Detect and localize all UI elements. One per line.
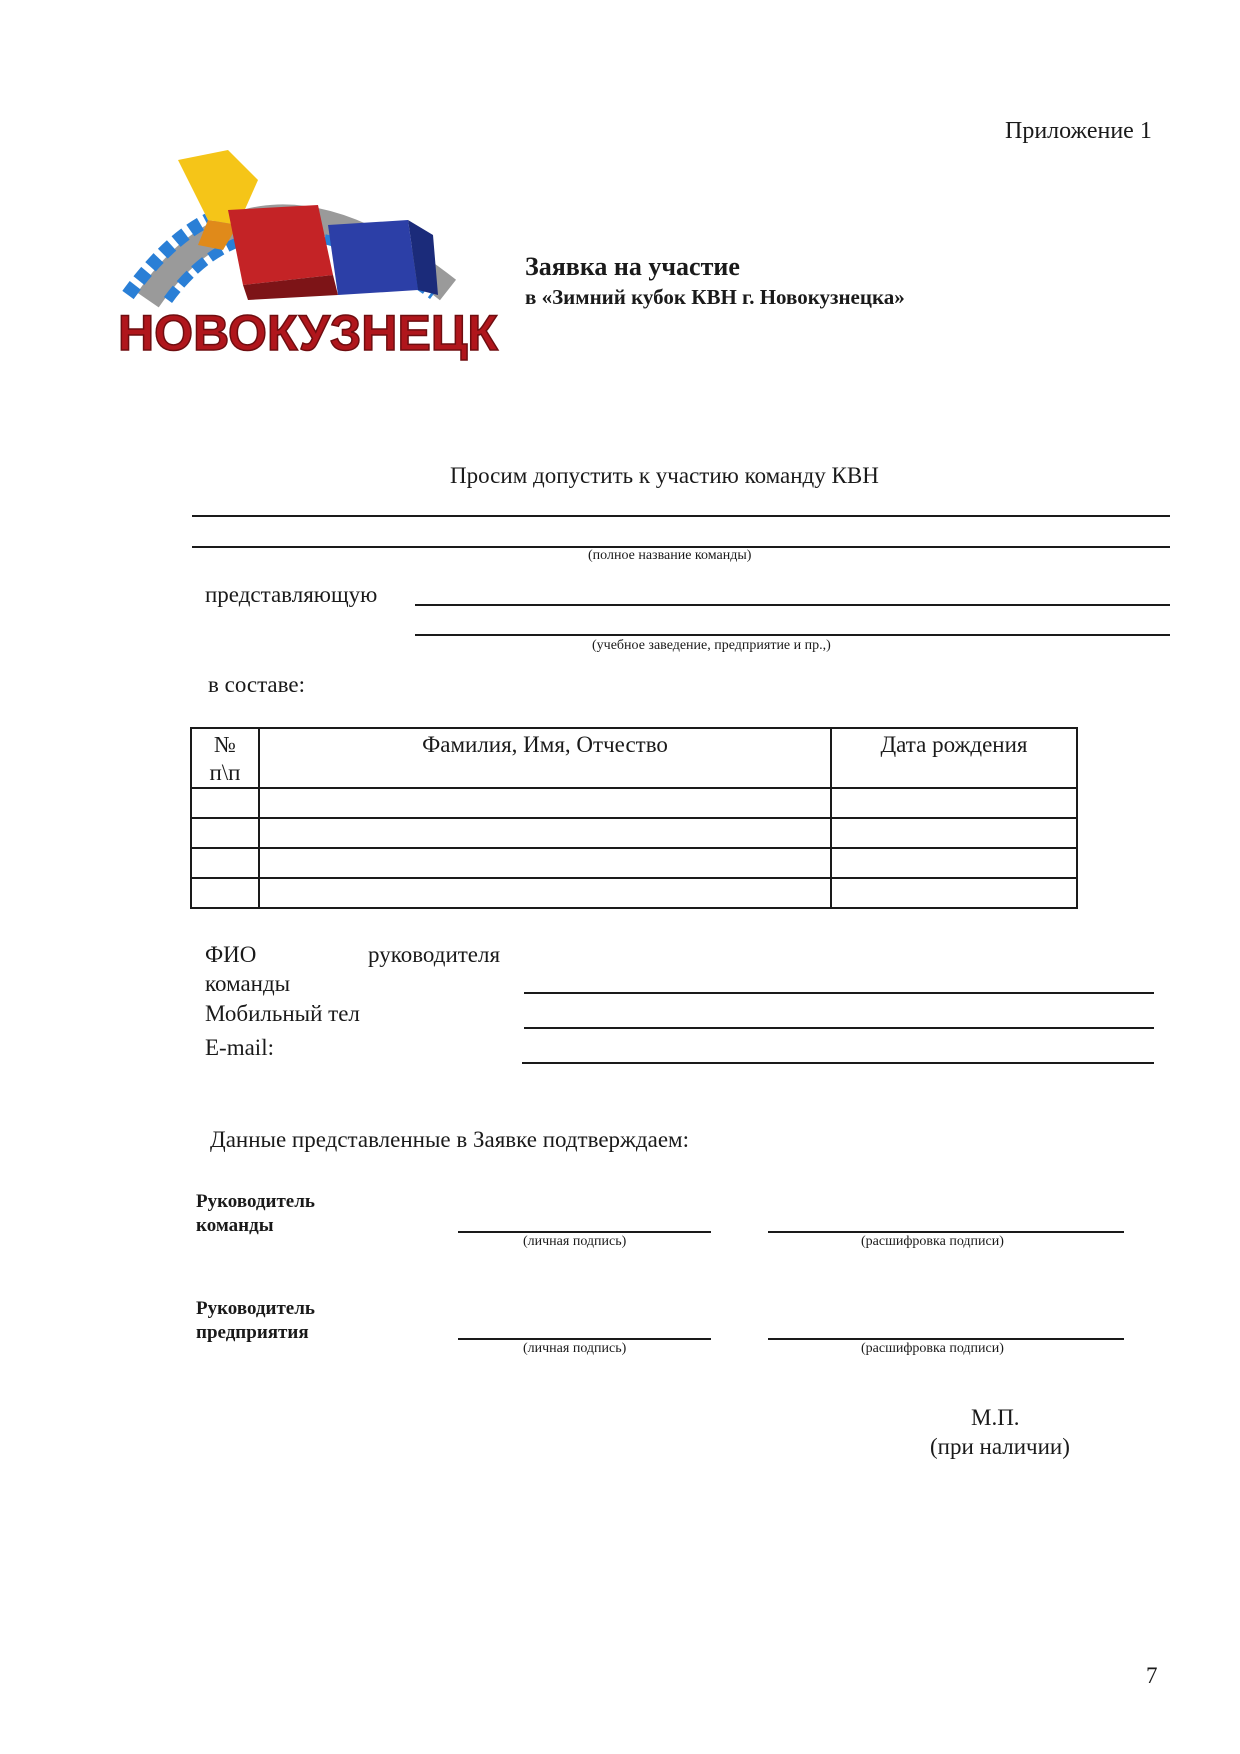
enterprise-leader-decode-line[interactable]: [768, 1338, 1124, 1340]
role-line: Руководитель: [196, 1191, 315, 1212]
role-line: предприятия: [196, 1322, 309, 1343]
table-cell[interactable]: [831, 848, 1077, 878]
composition-label: в составе:: [208, 672, 305, 697]
table-cell[interactable]: [831, 878, 1077, 908]
table-row: [191, 818, 1077, 848]
leader-fio-label-2: руководителя: [368, 942, 501, 967]
team-name-hint: (полное название команды): [588, 548, 752, 563]
confirmation-text: Данные представленные в Заявке подтверждаем:: [210, 1127, 689, 1152]
signature-hint: (личная подпись): [523, 1234, 627, 1249]
table-cell[interactable]: [191, 848, 259, 878]
leader-fio-label: ФИО: [205, 942, 257, 967]
table-cell[interactable]: [259, 818, 831, 848]
team-leader-signature-line[interactable]: [458, 1231, 711, 1233]
table-cell[interactable]: [191, 788, 259, 818]
enterprise-leader-signature-line[interactable]: [458, 1338, 711, 1340]
mobile-phone-label: Мобильный тел: [205, 1001, 360, 1026]
signature-hint: (личная подпись): [523, 1341, 627, 1356]
form-title: Заявка на участие: [525, 252, 740, 281]
stamp-label: М.П.: [971, 1405, 1020, 1430]
column-full-name: Фамилия, Имя, Отчество: [259, 728, 831, 788]
request-text: Просим допустить к участию команду КВН: [450, 463, 879, 488]
organization-line-1[interactable]: [415, 604, 1170, 606]
table-cell[interactable]: [259, 848, 831, 878]
form-subtitle: в «Зимний кубок КВН г. Новокузнецка»: [525, 285, 905, 309]
table-cell[interactable]: [191, 878, 259, 908]
mobile-phone-line[interactable]: [524, 1027, 1154, 1029]
logo-text: НОВОКУЗНЕЦК: [118, 305, 499, 361]
leader-fio-line[interactable]: [524, 992, 1154, 994]
email-line[interactable]: [522, 1062, 1154, 1064]
stamp-note: (при наличии): [930, 1434, 1070, 1459]
leader-fio-label-3: команды: [205, 971, 291, 996]
representing-label: представляющую: [205, 582, 378, 607]
table-cell[interactable]: [831, 818, 1077, 848]
decode-hint: (расшифровка подписи): [861, 1234, 1004, 1249]
table-cell[interactable]: [191, 818, 259, 848]
email-label: E-mail:: [205, 1035, 274, 1060]
role-line: Руководитель: [196, 1298, 315, 1319]
table-row: [191, 848, 1077, 878]
decode-hint: (расшифровка подписи): [861, 1341, 1004, 1356]
appendix-label: Приложение 1: [1005, 118, 1152, 144]
page-number: 7: [1146, 1663, 1158, 1688]
role-line: команды: [196, 1215, 274, 1236]
column-number: № п\п: [191, 728, 259, 788]
table-row: [191, 878, 1077, 908]
kvn-logo: [108, 150, 508, 380]
members-table: [190, 727, 1078, 909]
table-row: [191, 788, 1077, 818]
team-name-line-1[interactable]: [192, 515, 1170, 517]
table-cell[interactable]: [259, 878, 831, 908]
team-leader-decode-line[interactable]: [768, 1231, 1124, 1233]
organization-line-2[interactable]: [415, 634, 1170, 636]
table-cell[interactable]: [831, 788, 1077, 818]
table-cell[interactable]: [259, 788, 831, 818]
team-leader-role: [196, 1190, 315, 1238]
organization-hint: (учебное заведение, предприятие и пр.,): [592, 638, 831, 653]
column-birth-date: Дата рождения: [831, 728, 1077, 788]
enterprise-leader-role: [196, 1297, 315, 1345]
table-header-row: [191, 728, 1077, 788]
